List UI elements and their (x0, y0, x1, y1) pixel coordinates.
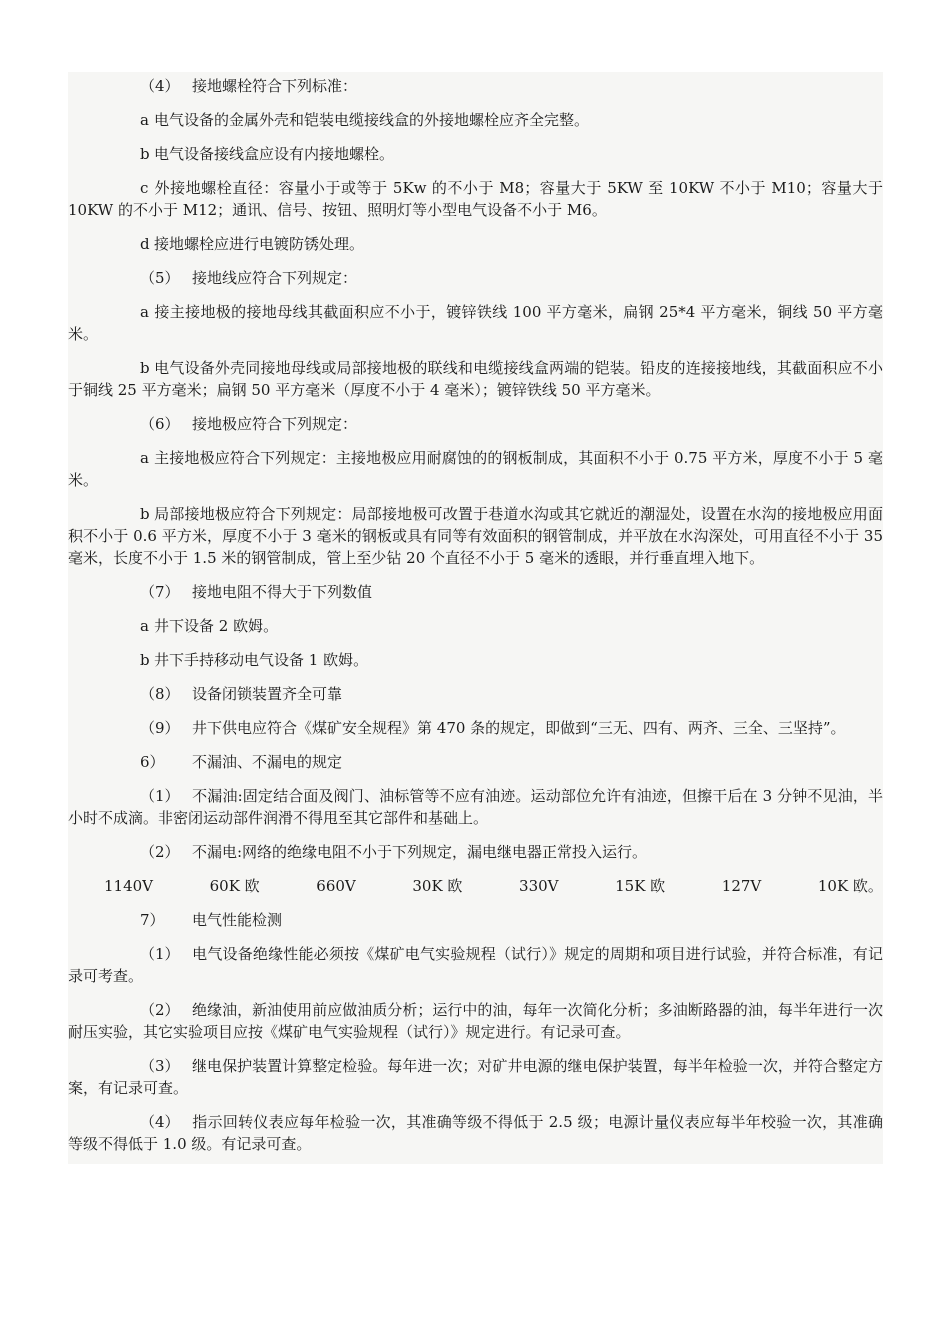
paragraph-text: 井下设备 2 欧姆。 (154, 617, 279, 635)
paragraph (68, 680, 883, 705)
paragraph (68, 996, 883, 1043)
voltage-value: 127V (721, 877, 762, 895)
paragraph-text: 指示回转仪表应每年检验一次，其准确等级不得低于 2.5 级；电源计量仪表应每半年校验一次，其准确等级不得低于 1.0 级。有记录可查。 (68, 1113, 883, 1153)
resistance-values-row (68, 872, 883, 897)
item-label: （5） (140, 269, 180, 287)
paragraph-text: 接地线应符合下列规定： (192, 269, 358, 287)
voltage-value: 1140V (104, 877, 154, 895)
item-label: （3） (140, 1057, 180, 1075)
paragraph-text: 电气性能检测 (192, 911, 283, 929)
item-label: （4） (140, 77, 180, 95)
resistance-value: 10K 欧。 (817, 877, 883, 895)
item-label: c (140, 179, 149, 197)
paragraph-text: 电气设备外壳同接地母线或局部接地极的联线和电缆接线盒两端的铠装。铅皮的连接接地线，其截面积应不小于铜线 25 平方毫米；扁钢 50 平方毫米（厚度不小于 4 毫米）；镀锌铁线 50 平方毫米。 (68, 359, 883, 399)
item-label: a (140, 617, 149, 635)
paragraph-text: 井下手持移动电气设备 1 欧姆。 (154, 651, 369, 669)
paragraph-text: 接地螺栓符合下列标准： (192, 77, 358, 95)
item-label: d (140, 235, 150, 253)
paragraph-text: 井下供电应符合《煤矿安全规程》第 470 条的规定，即做到“三无、四有、两齐、三全、三坚持”。 (192, 719, 846, 737)
paragraph (68, 748, 883, 773)
item-label: 6） (140, 753, 165, 771)
paragraph-text: 接地电阻不得大于下列数值 (192, 583, 373, 601)
item-label: b (140, 651, 150, 669)
paragraph-text: 电气设备接线盒应设有内接地螺栓。 (154, 145, 395, 163)
paragraph-text: 外接地螺栓直径：容量小于或等于 5Kw 的不小于 M8；容量大于 5KW 至 10KW 不小于 M10；容量大于 10KW 的不小于 M12；通讯、信号、按钮、照明灯等小型电气设备不小于 M6。 (68, 179, 883, 219)
paragraph-text: 绝缘油，新油使用前应做油质分析；运行中的油，每年一次简化分析；多油断路器的油，每半年进行一次耐压实验，其它实验项目应按《煤矿电气实验规程（试行）》规定进行。有记录可查。 (68, 1001, 883, 1041)
paragraph-text: 局部接地极应符合下列规定：局部接地极可改置于巷道水沟或其它就近的潮湿处，设置在水沟的接地极应用面积不小于 0.6 平方米，厚度不小于 3 毫米的钢板或具有同等有效面积的钢管制成，并平放在水沟深处，可用直径不小于 35 毫米，长度不小于 1.5 米的钢管制成，管上至少钻 20 个直径不小于 5 毫米的透眼，并行垂直埋入地下。 (68, 505, 883, 567)
paragraph-text: 不漏电:网络的绝缘电阻不小于下列规定，漏电继电器正常投入运行。 (192, 843, 648, 861)
paragraph (68, 106, 883, 131)
paragraph (68, 906, 883, 931)
paragraph (68, 174, 883, 221)
voltage-value: 330V (519, 877, 559, 895)
paragraph (68, 264, 883, 289)
paragraph-text: 不漏油、不漏电的规定 (192, 753, 343, 771)
item-label: b (140, 359, 150, 377)
paragraph (68, 838, 883, 863)
paragraph-text: 电气设备的金属外壳和铠装电缆接线盒的外接地螺栓应齐全完整。 (154, 111, 590, 129)
paragraph-text: 接地螺栓应进行电镀防锈处理。 (154, 235, 365, 253)
item-label: （2） (140, 1001, 180, 1019)
paragraph (68, 578, 883, 603)
paragraph (68, 410, 883, 435)
paragraph (68, 444, 883, 491)
paragraph-text: 接主接地极的接地母线其截面积应不小于，镀锌铁线 100 平方毫米，扁钢 25*4 平方毫米，铜线 50 平方毫米。 (68, 303, 883, 343)
paragraph (68, 1108, 883, 1155)
paragraph (68, 612, 883, 637)
document-body (68, 72, 883, 1164)
paragraph-text: 继电保护装置计算整定检验。每年进一次；对矿井电源的继电保护装置，每半年检验一次，并符合整定方案，有记录可查。 (68, 1057, 883, 1097)
paragraph (68, 500, 883, 569)
paragraph (68, 298, 883, 345)
item-label: （4） (140, 1113, 180, 1131)
resistance-value: 15K 欧 (615, 877, 666, 895)
resistance-value: 30K 欧 (412, 877, 463, 895)
item-label: b (140, 505, 150, 523)
item-label: （1） (140, 787, 180, 805)
item-label: （1） (140, 945, 180, 963)
paragraph (68, 940, 883, 987)
item-label: 7） (140, 911, 165, 929)
item-label: a (140, 303, 149, 321)
item-label: （8） (140, 685, 180, 703)
paragraph (68, 714, 883, 739)
voltage-value: 660V (316, 877, 356, 895)
item-label: a (140, 111, 149, 129)
paragraph (68, 230, 883, 255)
paragraph-text: 电气设备绝缘性能必须按《煤矿电气实验规程（试行）》规定的周期和项目进行试验，并符合标准，有记录可考查。 (68, 945, 883, 985)
paragraph-text: 不漏油:固定结合面及阀门、油标管等不应有油迹。运动部位允许有油迹，但擦干后在 3 分钟不见油，半小时不成滴。非密闭运动部件润滑不得甩至其它部件和基础上。 (68, 787, 883, 827)
paragraph (68, 646, 883, 671)
item-label: （7） (140, 583, 180, 601)
paragraph-text: 主接地极应符合下列规定：主接地极应用耐腐蚀的的钢板制成，其面积不小于 0.75 平方米，厚度不小于 5 毫米。 (68, 449, 883, 489)
item-label: b (140, 145, 150, 163)
paragraph (68, 72, 883, 97)
resistance-value: 60K 欧 (209, 877, 260, 895)
paragraph-text: 接地极应符合下列规定： (192, 415, 358, 433)
item-label: （2） (140, 843, 180, 861)
paragraph-text: 设备闭锁装置齐全可靠 (192, 685, 343, 703)
paragraph (68, 1052, 883, 1099)
paragraph (68, 782, 883, 829)
item-label: （6） (140, 415, 180, 433)
item-label: （9） (140, 719, 180, 737)
paragraph (68, 140, 883, 165)
item-label: a (140, 449, 149, 467)
paragraph (68, 354, 883, 401)
